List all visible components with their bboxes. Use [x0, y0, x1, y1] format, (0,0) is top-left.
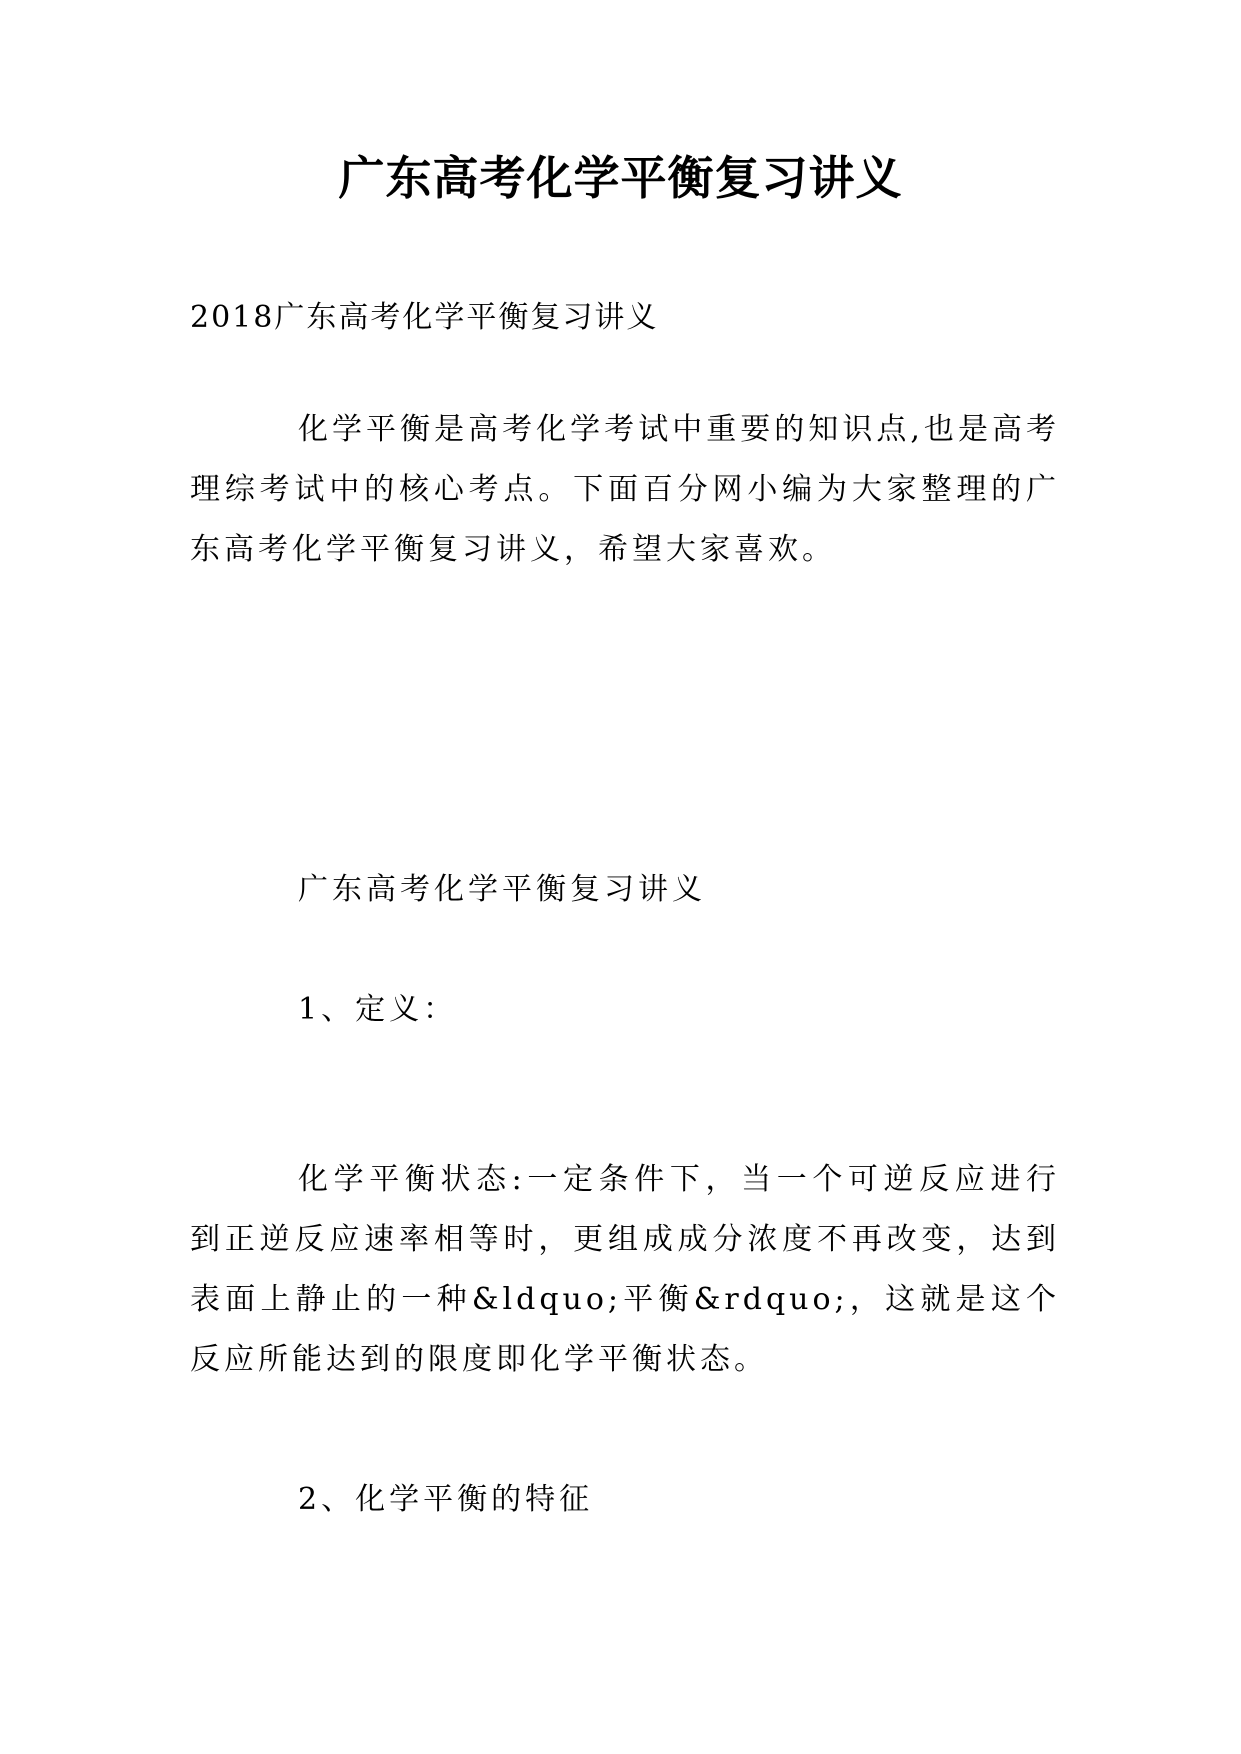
item-2-heading: 2、化学平衡的特征: [298, 1482, 594, 1517]
definition-paragraph: 化学平衡状态:一定条件下，当一个可逆反应进行到正逆反应速率相等时，更组成成分浓度不再改变，达到表面上静止的一种&ldquo;平衡&rdquo;，这就是这个反应所能达到的限度即化学平衡状态。: [190, 1162, 1060, 1377]
intro-paragraph: 化学平衡是高考化学考试中重要的知识点,也是高考理综考试中的核心考点。下面百分网小编为大家整理的广东高考化学平衡复习讲义，希望大家喜欢。: [190, 412, 1060, 567]
item-1-heading: 1、定义：: [298, 992, 458, 1027]
document-subtitle: 2018广东高考化学平衡复习讲义: [190, 300, 659, 335]
section-heading: 广东高考化学平衡复习讲义: [298, 872, 706, 907]
page-title: 广东高考化学平衡复习讲义: [338, 151, 903, 205]
